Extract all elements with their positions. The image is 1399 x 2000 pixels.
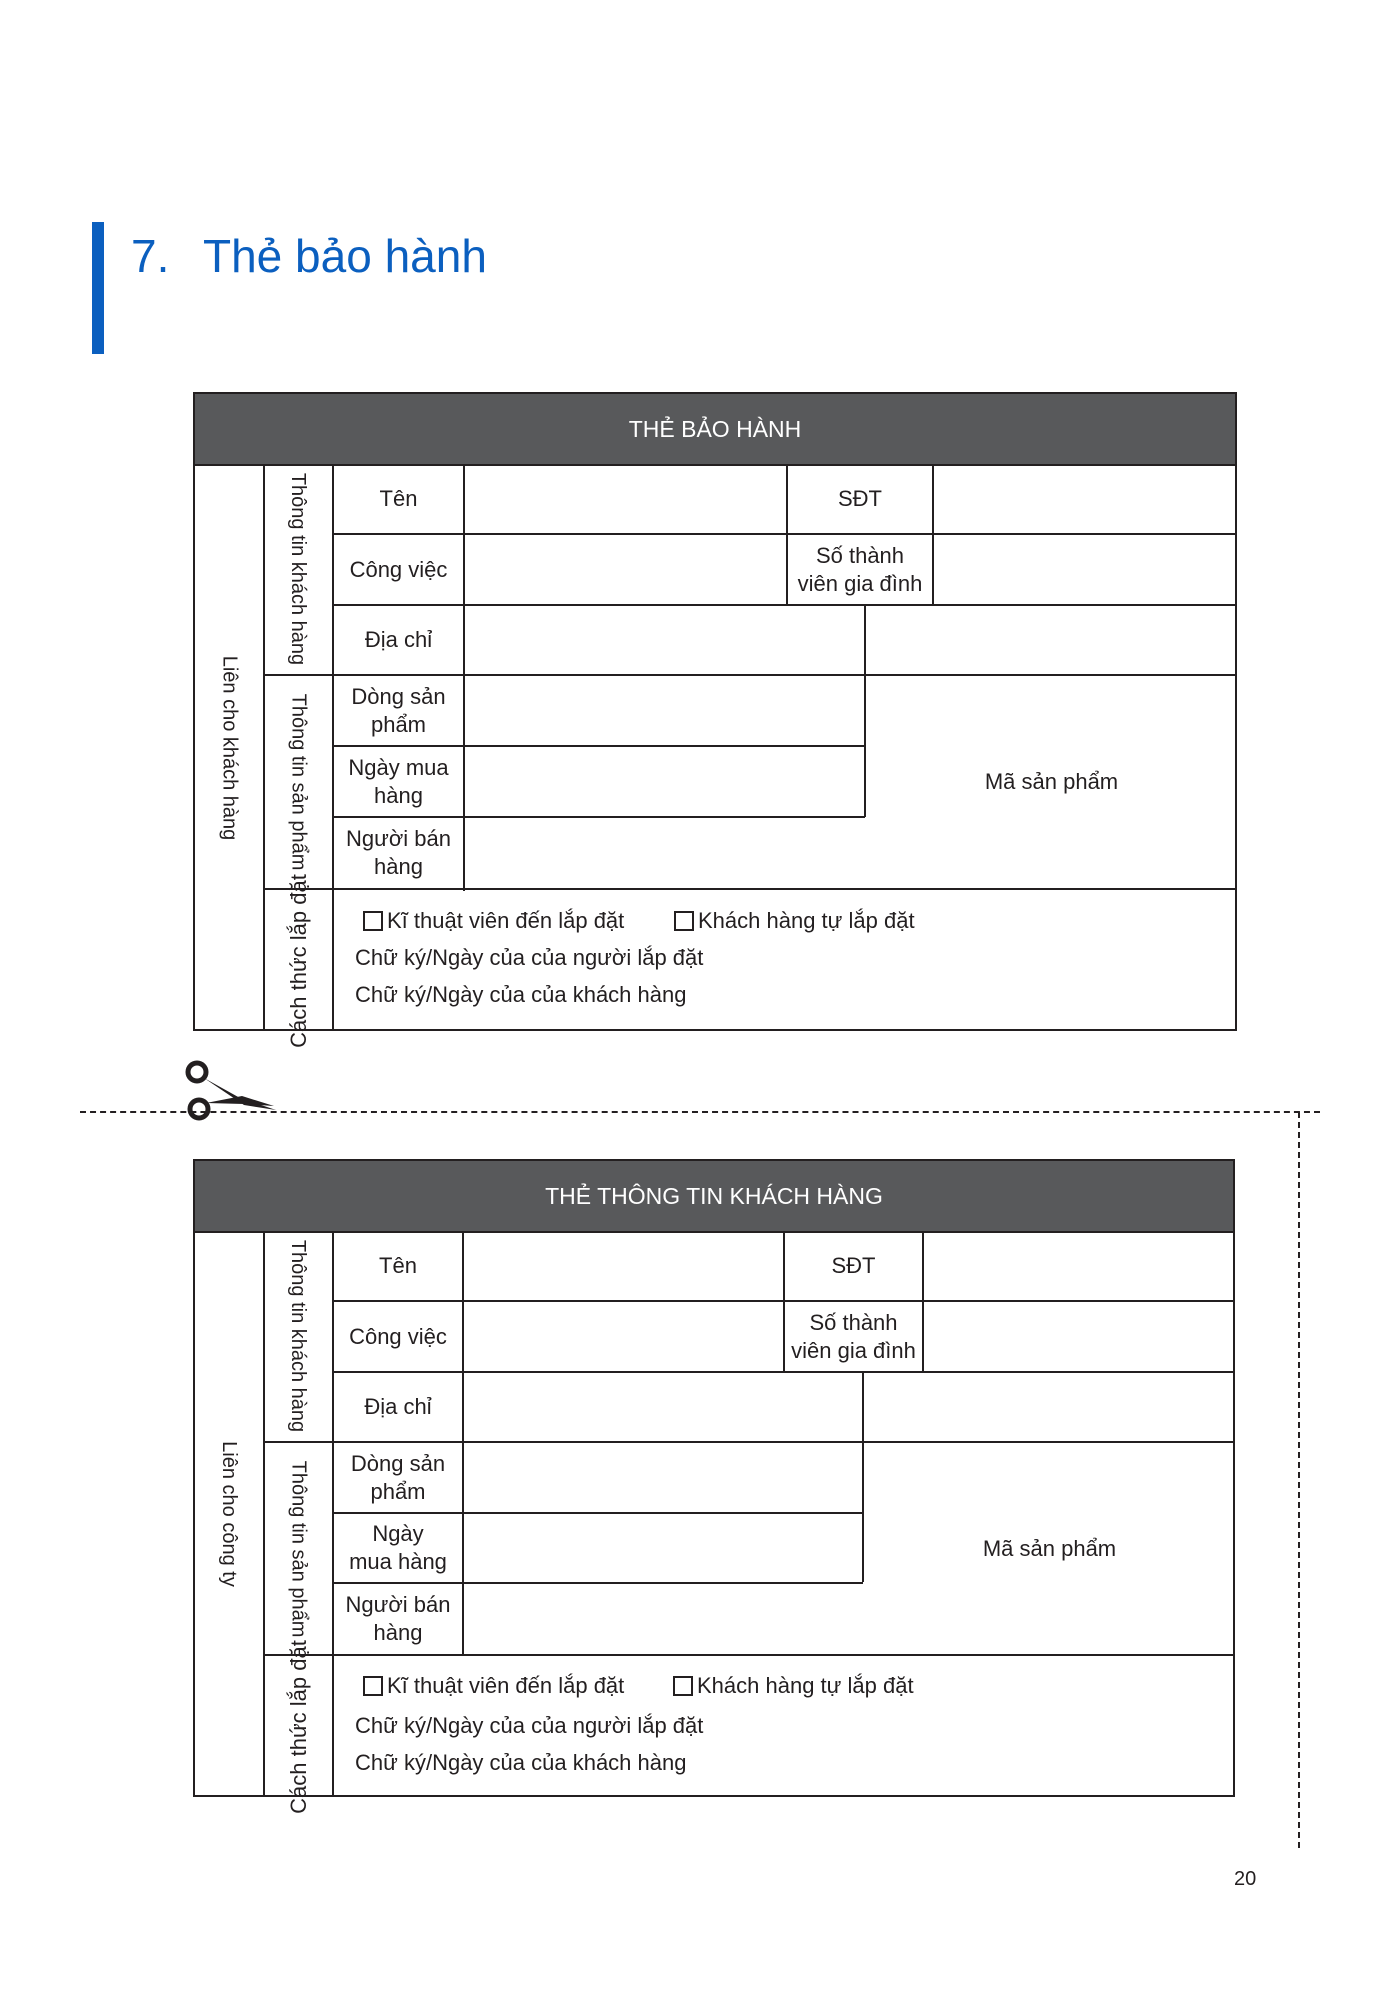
product-line-label: Dòng sản phẩm [351,683,446,737]
checkbox-technician[interactable] [363,1676,383,1696]
address-field[interactable] [465,606,1237,674]
name-label: Tên [379,485,418,511]
seller-label: Người bán hàng [346,826,451,879]
name-field[interactable] [464,1231,783,1300]
family-members-field[interactable] [934,535,1237,604]
scissors-icon [184,1058,280,1122]
side-label: Liên cho khách hàng [218,655,240,840]
purchase-date-field[interactable] [464,1514,862,1582]
customer-info-card [193,1159,1235,1814]
section-accent-bar [92,222,104,354]
card-header: THẺ BẢO HÀNH [195,394,1235,466]
purchase-date-field[interactable] [465,747,864,816]
phone-field[interactable] [924,1231,1235,1300]
group-product-info: Thông tin sản phẩm [287,693,310,871]
phone-field[interactable] [934,464,1237,533]
installer-signature-label: Chữ ký/Ngày của của người lắp đặt [355,1713,704,1738]
option-self-install[interactable]: Khách hàng tự lắp đặt [673,1673,914,1699]
phone-label: SĐT [831,1252,876,1278]
job-field[interactable] [465,535,786,604]
address-field[interactable] [464,1373,1235,1441]
name-label: Tên [379,1252,417,1278]
family-members-label: Số thành viên gia đình [791,1309,916,1363]
installer-signature-label: Chữ ký/Ngày của của người lắp đặt [355,945,704,970]
option-self-install[interactable]: Khách hàng tự lắp đặt [674,908,915,934]
section-title-text: Thẻ bảo hành [203,230,487,282]
group-customer-info: Thông tin khách hàng [287,1239,310,1433]
address-label: Địa chỉ [364,627,433,652]
page-number: 20 [1234,1868,1257,1890]
card-header: THẺ THÔNG TIN KHÁCH HÀNG [195,1161,1233,1233]
group-install-method: Cách thức lắp đặt [285,873,311,1048]
family-members-field[interactable] [924,1302,1235,1371]
phone-label: SĐT [838,485,882,511]
product-line-field[interactable] [465,676,864,745]
product-code-label: Mã sản phẩm [984,769,1119,794]
job-field[interactable] [464,1302,783,1371]
option-technician[interactable]: Kĩ thuật viên đến lắp đặt [363,908,624,934]
warranty-card [193,392,1237,1048]
checkbox-self-install[interactable] [674,911,694,931]
name-field[interactable] [465,464,786,533]
checkbox-self-install[interactable] [673,1676,693,1696]
checkbox-technician[interactable] [363,911,383,931]
product-line-field[interactable] [464,1443,862,1512]
product-code-label: Mã sản phẩm [982,1535,1117,1561]
seller-field[interactable] [465,818,864,888]
cut-line-vertical [1298,1112,1300,1848]
customer-signature-label: Chữ ký/Ngày của của khách hàng [355,1750,687,1775]
job-label: Công việc [349,1323,447,1349]
seller-label: Người bán hàng [345,1592,451,1645]
family-members-label: Số thành viên gia đình [797,542,923,596]
address-label: Địa chỉ [364,1394,432,1419]
group-customer-info: Thông tin khách hàng [287,472,310,666]
section-number: 7. [131,230,170,282]
purchase-date-label: Ngày mua hàng [349,1521,447,1574]
purchase-date-label: Ngày mua hàng [348,754,449,808]
product-line-label: Dòng sản phẩm [350,1450,446,1504]
group-product-info: Thông tin sản phẩm [287,1460,310,1637]
group-install-method: Cách thức lắp đặt [285,1639,311,1814]
section-title [131,229,487,283]
side-label: Liên cho công ty [218,1441,240,1587]
job-label: Công việc [349,556,448,582]
customer-signature-label: Chữ ký/Ngày của của khách hàng [355,982,687,1007]
seller-field[interactable] [464,1584,862,1654]
option-technician[interactable]: Kĩ thuật viên đến lắp đặt [363,1673,624,1699]
